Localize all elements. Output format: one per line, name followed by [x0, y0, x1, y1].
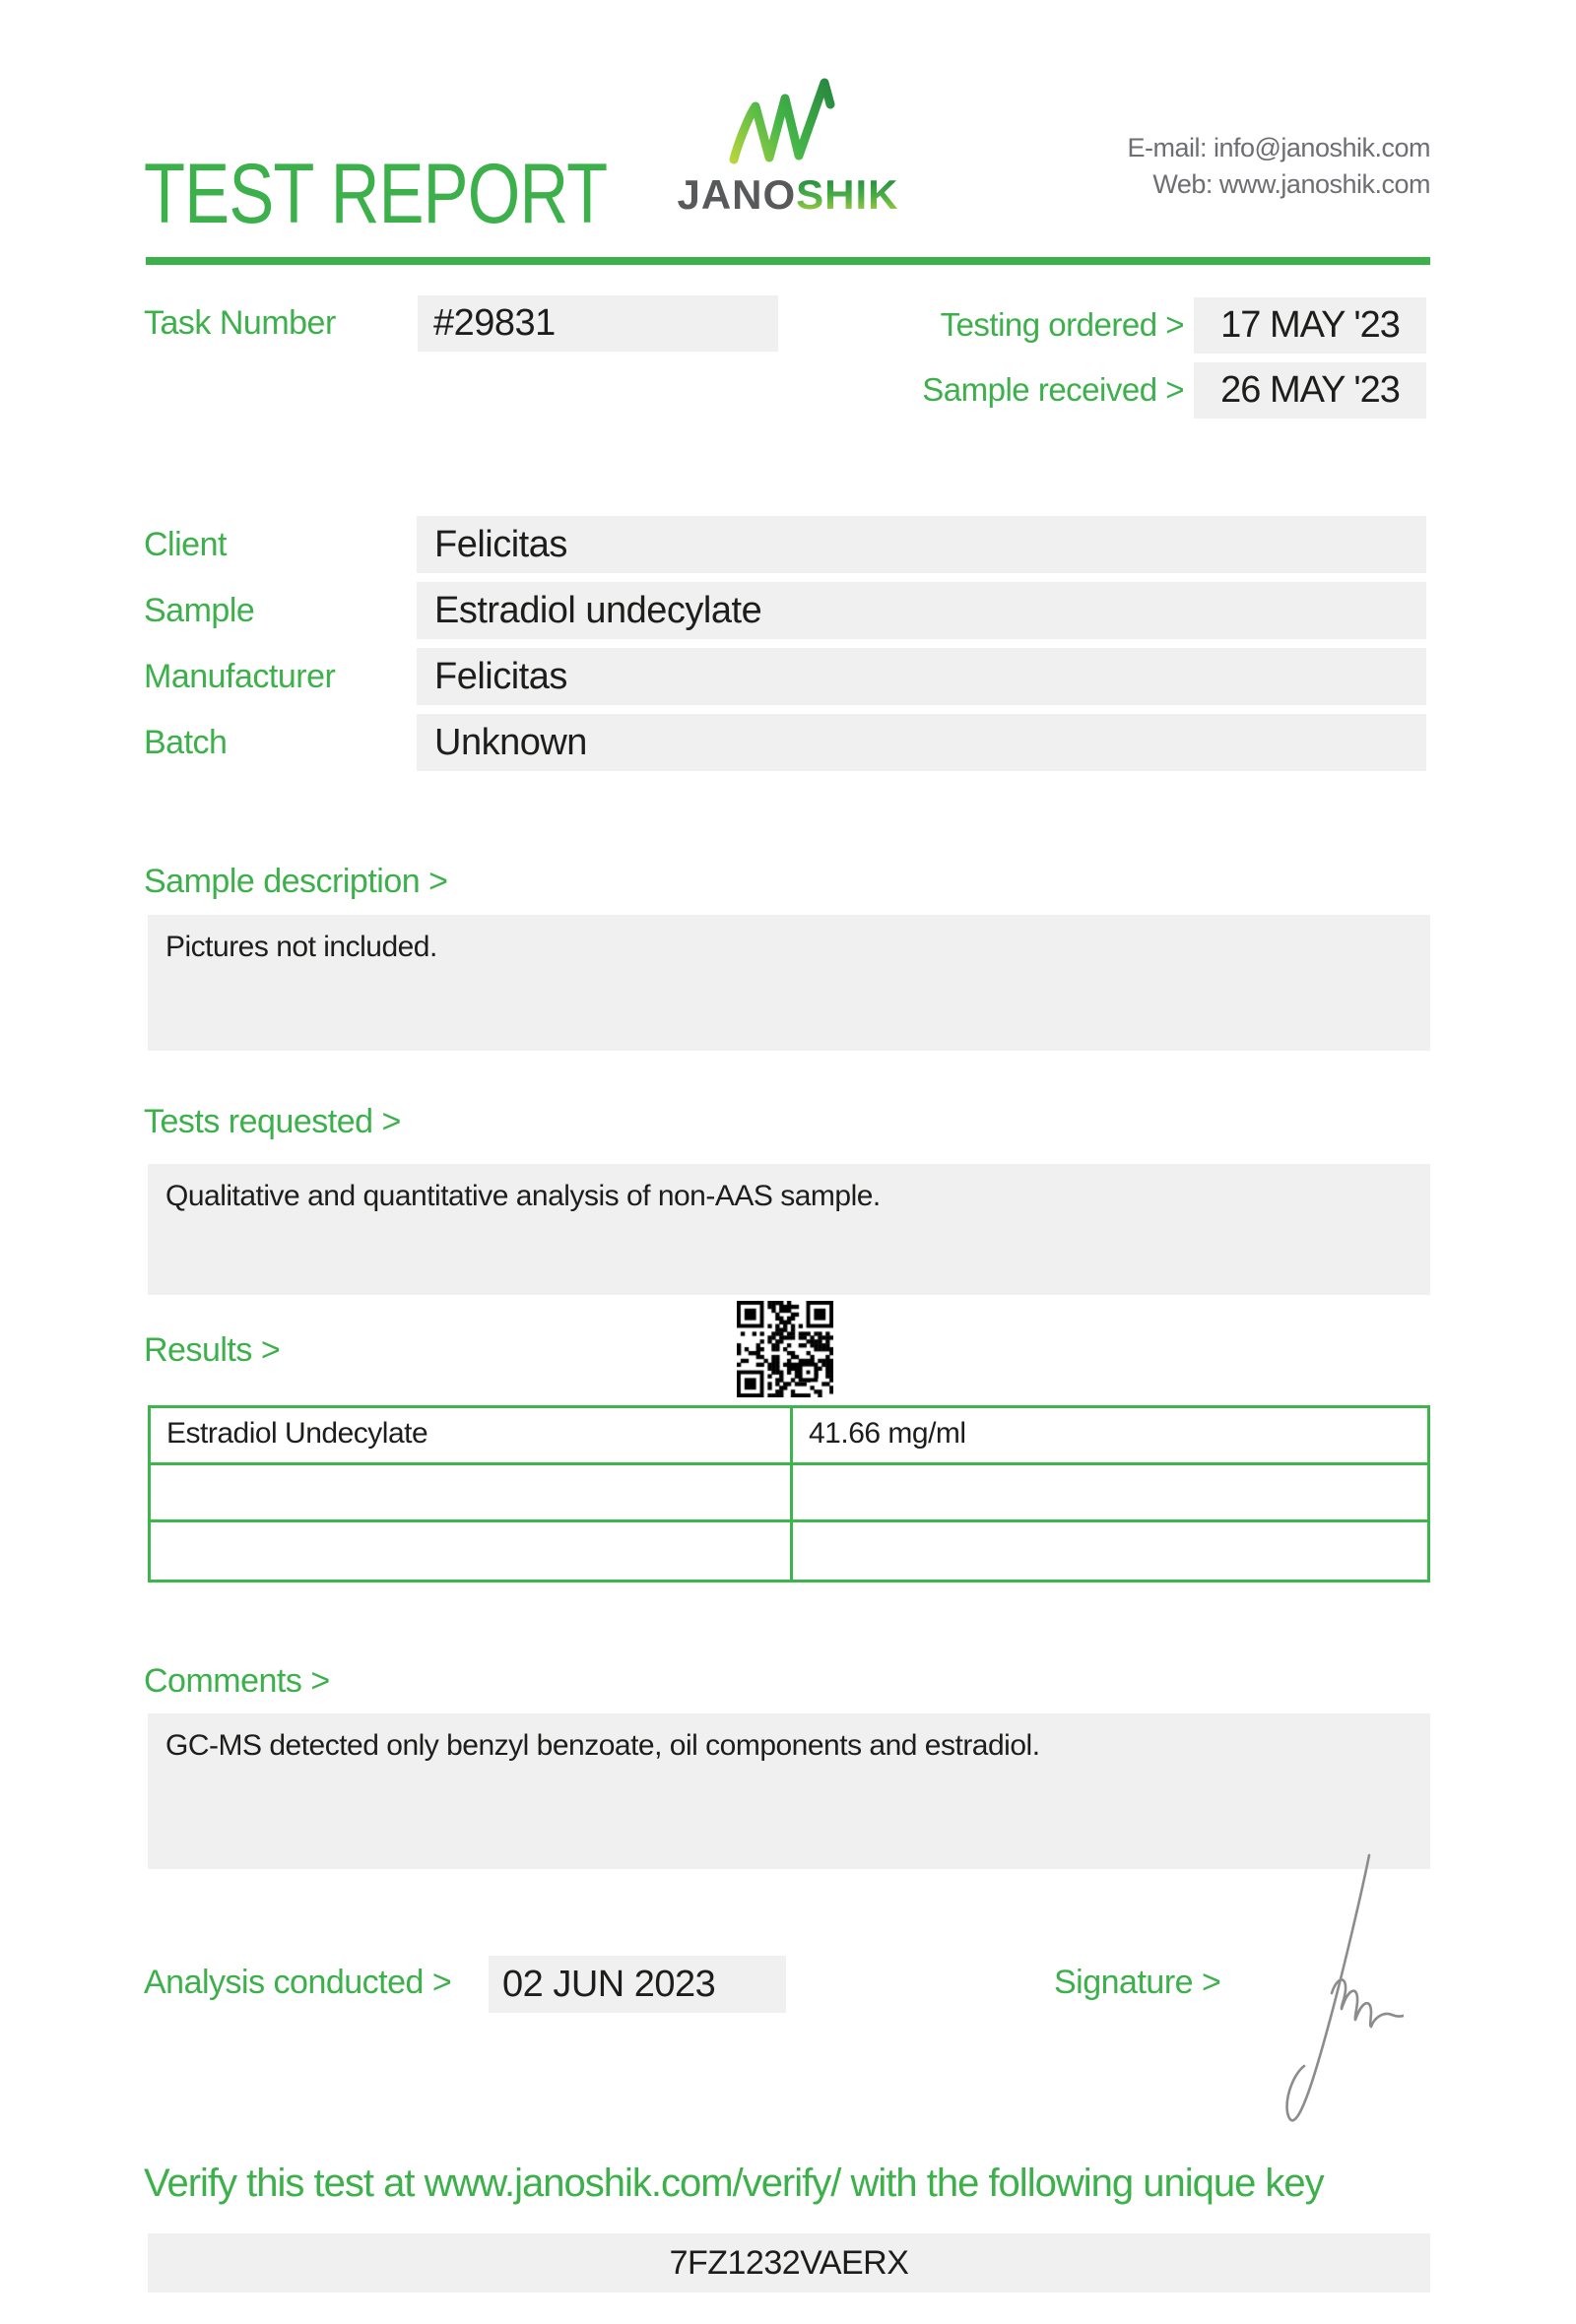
- result-concentration: [793, 1522, 1427, 1580]
- tests-requested-heading: Tests requested >: [144, 1103, 401, 1140]
- batch-label: Batch: [144, 724, 228, 761]
- sample-description-box: [148, 915, 1430, 1051]
- sample-value: Estradiol undecylate: [417, 582, 1426, 639]
- results-heading: Results >: [144, 1331, 281, 1369]
- sample-received-label: Sample received >: [922, 371, 1184, 408]
- result-concentration: [793, 1465, 1427, 1519]
- contact-web: Web: www.janoshik.com: [1152, 169, 1430, 199]
- verify-instruction: Verify this test at www.janoshik.com/verify/ with the following unique key: [144, 2162, 1324, 2205]
- sample-description-heading: Sample description >: [144, 863, 448, 900]
- testing-ordered-value: 17 MAY '23: [1194, 297, 1426, 354]
- comments-heading: Comments >: [144, 1662, 330, 1700]
- comments-text: GC-MS detected only benzyl benzoate, oil components and estradiol.: [165, 1729, 1040, 1762]
- tests-requested-text: Qualitative and quantitative analysis of non-AAS sample.: [165, 1180, 881, 1212]
- table-row: [151, 1465, 1427, 1522]
- analysis-conducted-value: 02 JUN 2023: [489, 1956, 786, 2013]
- page-title: TEST REPORT: [144, 147, 608, 241]
- analysis-conducted-label: Analysis conducted >: [144, 1964, 452, 2001]
- unique-key: 7FZ1232VAERX: [148, 2233, 1430, 2292]
- table-row: [151, 1408, 1427, 1465]
- handwritten-signature: [1251, 1843, 1404, 2149]
- sample-label: Sample: [144, 592, 255, 629]
- client-value: Felicitas: [417, 516, 1426, 573]
- header-divider: [146, 257, 1430, 265]
- janoshik-logo: [650, 77, 926, 219]
- contact-info: [1127, 130, 1430, 203]
- logo-shik: SHIK: [796, 171, 899, 218]
- qr-code: [737, 1301, 833, 1397]
- batch-value: Unknown: [417, 714, 1426, 771]
- table-row: [151, 1522, 1427, 1580]
- manufacturer-label: Manufacturer: [144, 658, 336, 695]
- logo-wordmark: [650, 171, 926, 219]
- testing-ordered-label: Testing ordered >: [940, 306, 1184, 343]
- growth-chart-icon: [726, 77, 850, 167]
- result-substance: Estradiol Undecylate: [151, 1408, 793, 1462]
- task-number-label: Task Number: [144, 304, 336, 342]
- result-concentration: 41.66 mg/ml: [793, 1408, 1427, 1462]
- client-label: Client: [144, 526, 227, 563]
- result-substance: [151, 1522, 793, 1580]
- sample-description-text: Pictures not included.: [165, 931, 437, 963]
- task-number-value: #29831: [418, 295, 778, 352]
- results-table: [148, 1405, 1430, 1582]
- sample-received-value: 26 MAY '23: [1194, 362, 1426, 419]
- tests-requested-box: [148, 1164, 1430, 1295]
- logo-jano: JANO: [677, 171, 797, 218]
- result-substance: [151, 1465, 793, 1519]
- contact-email: E-mail: info@janoshik.com: [1127, 133, 1430, 162]
- signature-label: Signature >: [1054, 1964, 1221, 2001]
- manufacturer-value: Felicitas: [417, 648, 1426, 705]
- comments-box: [148, 1713, 1430, 1869]
